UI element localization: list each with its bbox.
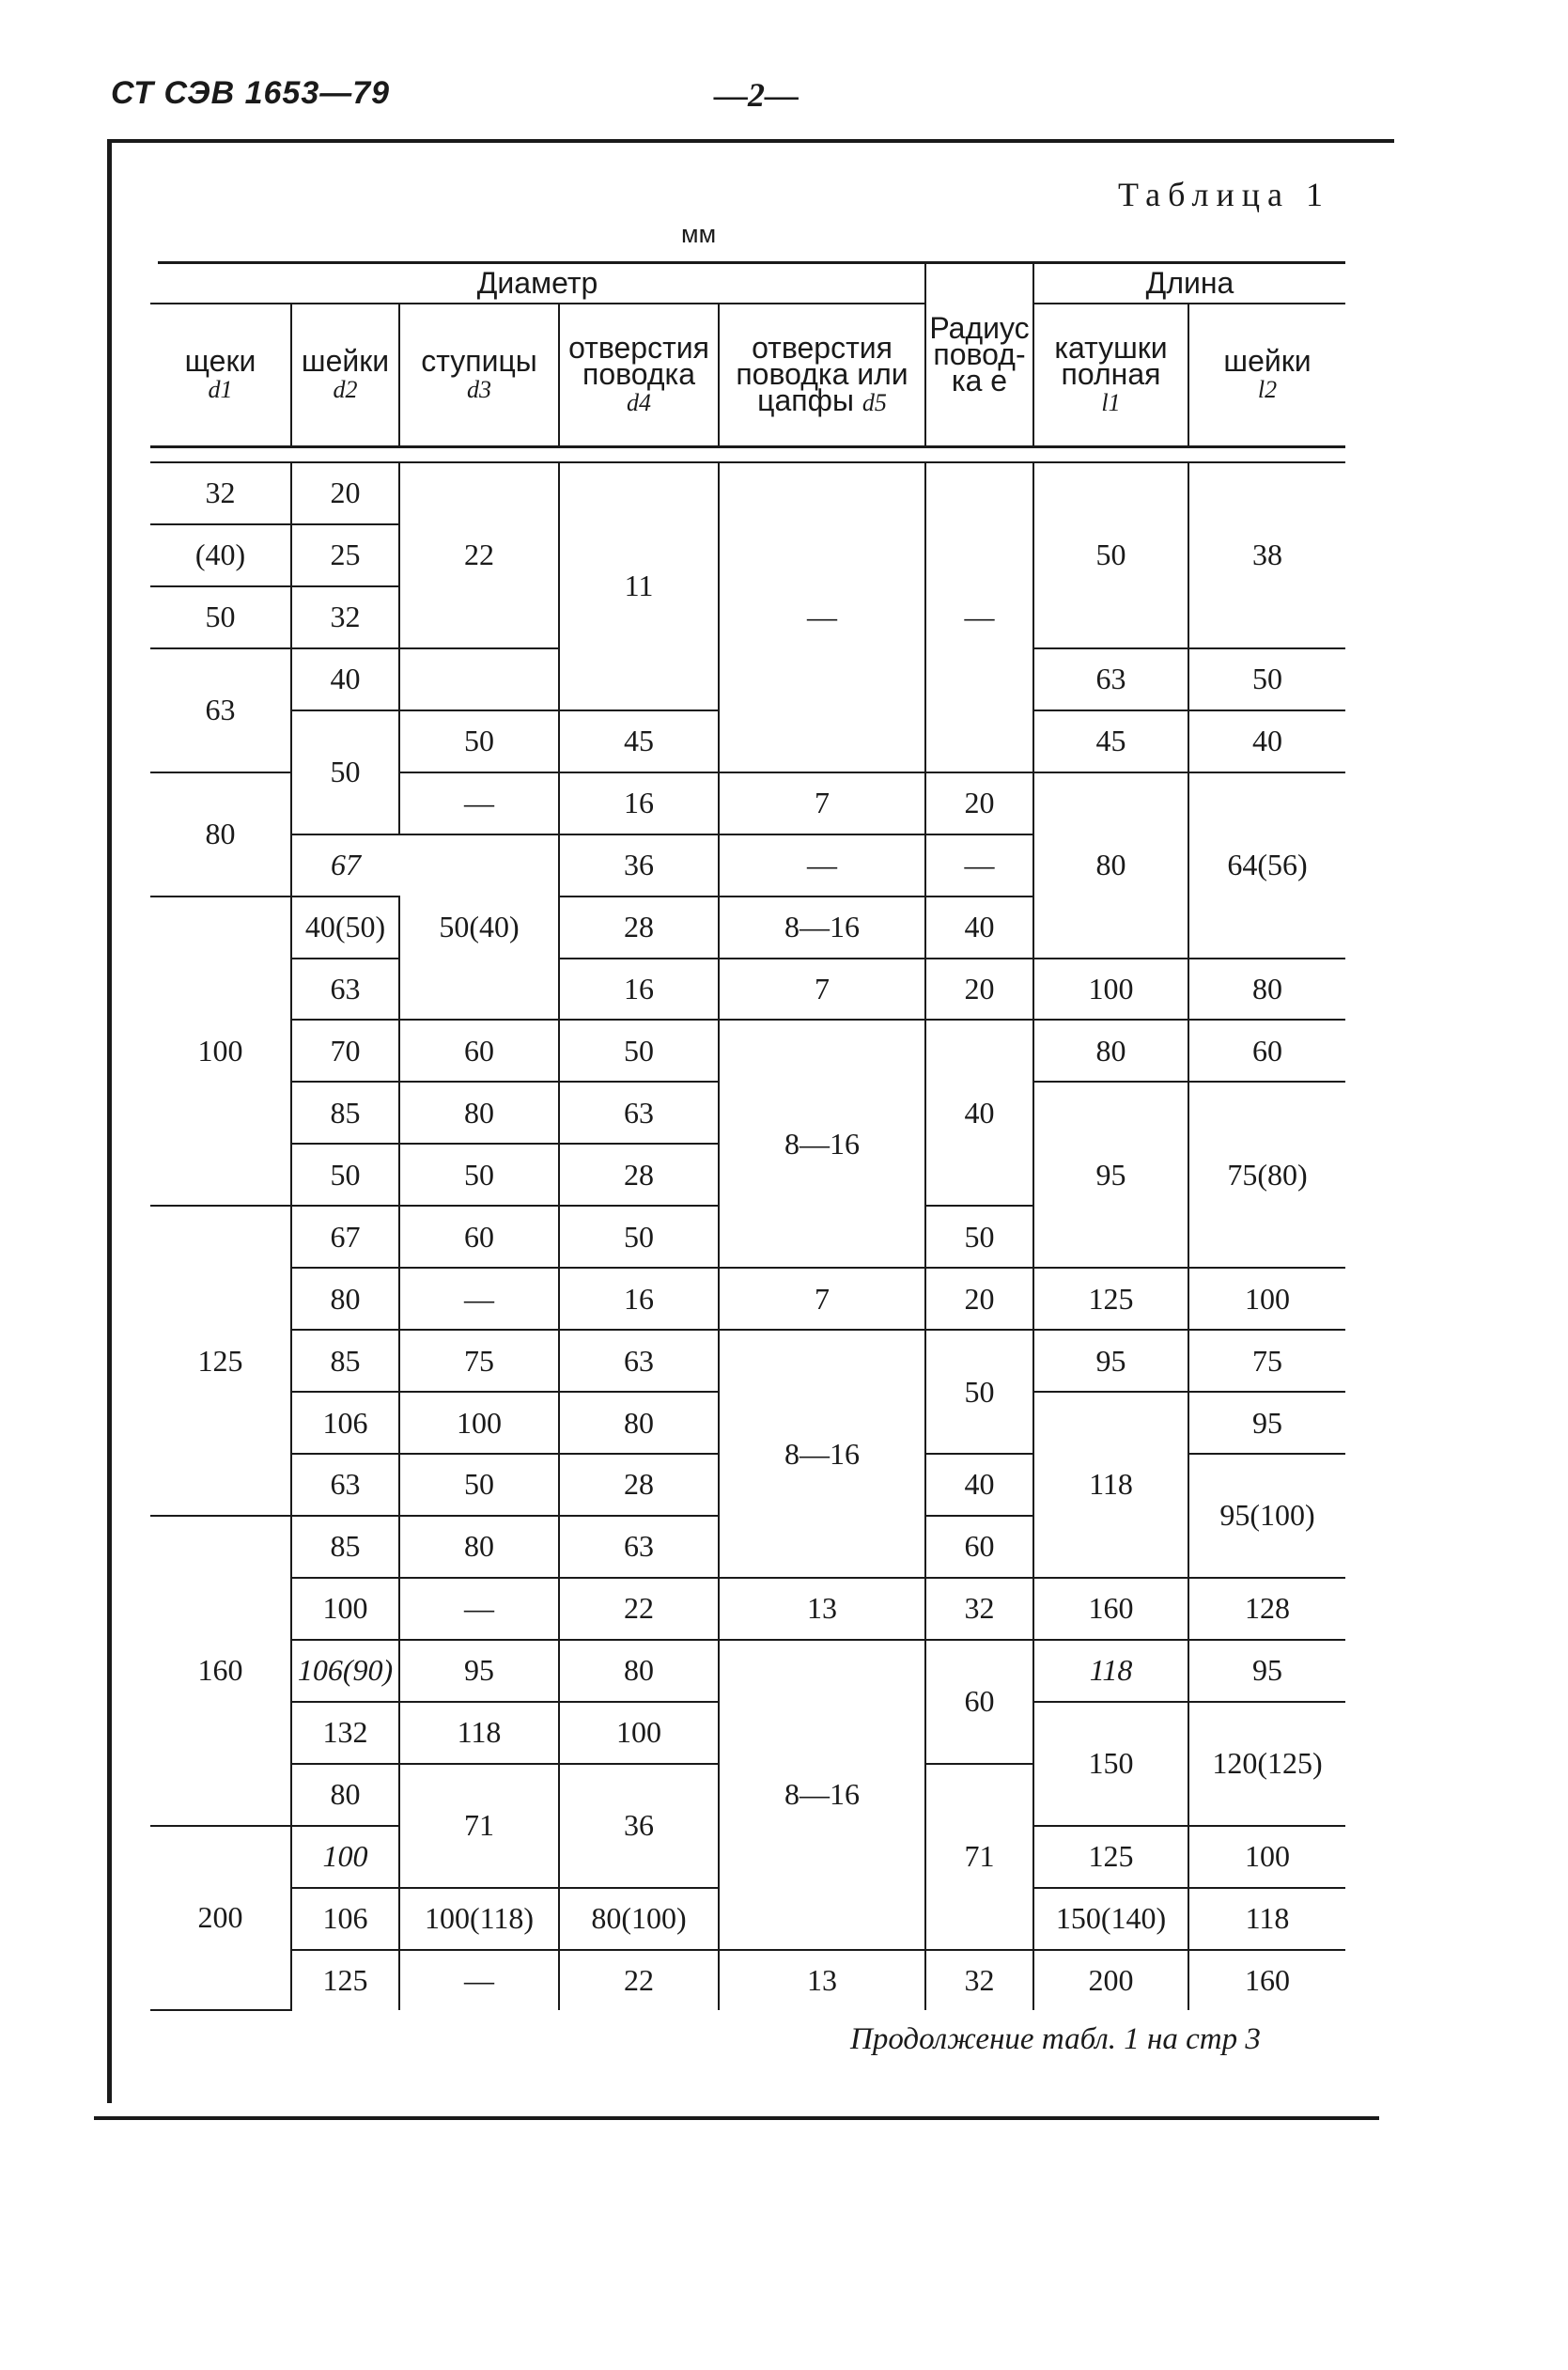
cell-l2: 80 — [1188, 959, 1345, 1021]
cell-d4: 22 — [559, 1950, 719, 2011]
cell-d3: 80 — [399, 1082, 559, 1144]
table-row — [150, 1640, 1345, 1702]
header-d2-label: шейки — [301, 343, 390, 378]
cell-d4: 36 — [559, 1764, 719, 1888]
cell-l1: 125 — [1033, 1826, 1188, 1888]
cell-d2: 32 — [291, 586, 399, 648]
cell-e: 40 — [925, 1020, 1033, 1206]
cell-d3: 75 — [399, 1330, 559, 1392]
cell-d4: 80(100) — [559, 1888, 719, 1950]
cell-d3: 95 — [399, 1640, 559, 1702]
cell-l1: 80 — [1033, 1020, 1188, 1082]
cell-e: 50 — [925, 1330, 1033, 1454]
cell-l1: 118 — [1033, 1640, 1188, 1702]
header-row-groups — [150, 263, 1345, 304]
header-d2 — [291, 304, 399, 447]
cell-l1: 125 — [1033, 1268, 1188, 1330]
cell-d5: 8—16 — [719, 897, 925, 959]
cell-d2: 67 — [291, 834, 399, 897]
cell-l2: 60 — [1188, 1020, 1345, 1082]
header-l1 — [1033, 304, 1188, 447]
cell-l1: 95 — [1033, 1330, 1188, 1392]
cell-d2: 85 — [291, 1082, 399, 1144]
cell-d4: 16 — [559, 772, 719, 834]
header-d3-symbol: d3 — [467, 375, 491, 403]
cell-d5: — — [719, 834, 925, 897]
cell-e: 71 — [925, 1764, 1033, 1950]
cell-l1: 100 — [1033, 959, 1188, 1021]
table-row — [150, 1330, 1345, 1392]
cell-d2: 50 — [291, 1144, 399, 1206]
table-row — [150, 462, 1345, 524]
cell-e: 40 — [925, 1454, 1033, 1516]
cell-d2: 70 — [291, 1020, 399, 1082]
cell-e: 20 — [925, 1268, 1033, 1330]
cell-l2: 95 — [1188, 1392, 1345, 1454]
cell-d2: 80 — [291, 1268, 399, 1330]
table-row — [150, 1950, 1345, 2011]
cell-d5: 8—16 — [719, 1020, 925, 1268]
table-row — [150, 1578, 1345, 1640]
cell-d4: 22 — [559, 1578, 719, 1640]
cell-d1: 125 — [150, 1206, 291, 1516]
cell-d4: 80 — [559, 1640, 719, 1702]
cell-e: 20 — [925, 772, 1033, 834]
cell-d3: 50 — [399, 710, 559, 772]
cell-d4: 28 — [559, 1144, 719, 1206]
header-d2-symbol: d2 — [333, 375, 358, 403]
cell-d4: 28 — [559, 897, 719, 959]
header-d4-symbol: d4 — [627, 388, 651, 416]
cell-d2: 132 — [291, 1702, 399, 1764]
header-row-columns — [150, 304, 1345, 447]
bottom-rule — [94, 2116, 1379, 2120]
cell-l2: 75(80) — [1188, 1082, 1345, 1268]
cell-d5: 8—16 — [719, 1330, 925, 1578]
cell-d4: 28 — [559, 1454, 719, 1516]
cell-d2: 63 — [291, 1454, 399, 1516]
cell-d4: 16 — [559, 959, 719, 1021]
cell-e: — — [925, 462, 1033, 772]
cell-l2: 50 — [1188, 648, 1345, 710]
cell-d4: 80 — [559, 1392, 719, 1454]
cell-d5: 7 — [719, 772, 925, 834]
cell-d3: 50 — [399, 1454, 559, 1516]
cell-d2: 67 — [291, 1206, 399, 1268]
cell-d4: 45 — [559, 710, 719, 772]
cell-d2: 25 — [291, 524, 399, 586]
cell-l1: 160 — [1033, 1578, 1188, 1640]
table-row — [150, 1268, 1345, 1330]
cell-d2: 80 — [291, 1764, 399, 1826]
page-number: —2— — [714, 76, 799, 114]
table-row — [150, 1020, 1345, 1082]
cell-d2: 40 — [291, 648, 399, 710]
header-separator-cell — [150, 447, 1345, 463]
cell-d4: 63 — [559, 1330, 719, 1392]
header-d1-symbol: d1 — [208, 375, 233, 403]
cell-l1: 63 — [1033, 648, 1188, 710]
table-continuation-note: Продолжение табл. 1 на стр 3 — [850, 2022, 1261, 2056]
cell-d1: (40) — [150, 524, 291, 586]
header-length: Длина — [1033, 263, 1345, 304]
cell-d1: 100 — [150, 897, 291, 1207]
cell-l2: 38 — [1188, 462, 1345, 648]
cell-l2: 118 — [1188, 1888, 1345, 1950]
cell-d3: — — [399, 772, 559, 834]
header-separator — [150, 447, 1345, 463]
cell-l2: 75 — [1188, 1330, 1345, 1392]
header-d5 — [719, 304, 925, 447]
table-units: мм — [681, 220, 717, 248]
header-l1-symbol: l1 — [1101, 388, 1121, 416]
cell-e: — — [925, 834, 1033, 897]
cell-d4: 50 — [559, 1206, 719, 1268]
cell-l2: 95(100) — [1188, 1454, 1345, 1578]
cell-d4: 36 — [559, 834, 719, 897]
cell-d4: 50 — [559, 1020, 719, 1082]
cell-l1: 200 — [1033, 1950, 1188, 2011]
cell-d3: 80 — [399, 1516, 559, 1578]
header-d3 — [399, 304, 559, 447]
table-caption: Таблица 1 — [1118, 176, 1330, 213]
cell-e: 50 — [925, 1206, 1033, 1268]
cell-d1: 32 — [150, 462, 291, 524]
cell-d4: 16 — [559, 1268, 719, 1330]
cell-d2: 50 — [291, 710, 399, 834]
cell-l2: 120(125) — [1188, 1702, 1345, 1826]
cell-l2: 160 — [1188, 1950, 1345, 2011]
cell-d2: 40(50) — [291, 897, 399, 959]
cell-e: 40 — [925, 897, 1033, 959]
cell-d1: 200 — [150, 1826, 291, 2010]
cell-l2: 40 — [1188, 710, 1345, 772]
cell-d5: 13 — [719, 1950, 925, 2011]
cell-d2: 100 — [291, 1826, 399, 1888]
dimensions-table — [150, 263, 1345, 2011]
header-d5-symbol: d5 — [862, 388, 887, 416]
document-code: СТ СЭВ 1653—79 — [111, 75, 391, 111]
cell-d2: 106 — [291, 1888, 399, 1950]
header-d1-label: щеки — [184, 343, 256, 378]
cell-d5: 8—16 — [719, 1640, 925, 1950]
cell-d5: 7 — [719, 1268, 925, 1330]
cell-d3: 50 — [399, 1144, 559, 1206]
header-d3-label: ступицы — [421, 343, 537, 378]
cell-d2: 100 — [291, 1578, 399, 1640]
cell-d4: 63 — [559, 1516, 719, 1578]
header-d4 — [559, 304, 719, 447]
cell-d3: — — [399, 1950, 559, 2011]
cell-d3 — [399, 648, 559, 710]
cell-l2: 64(56) — [1188, 772, 1345, 959]
cell-d5: — — [719, 462, 925, 772]
header-radius: Радиус повод-ка e — [925, 263, 1033, 447]
cell-d2: 125 — [291, 1950, 399, 2011]
cell-l1: 118 — [1033, 1392, 1188, 1578]
cell-d3: 100(118) — [399, 1888, 559, 1950]
cell-l1: 45 — [1033, 710, 1188, 772]
cell-d3: 50(40) — [399, 834, 559, 1021]
cell-l2: 100 — [1188, 1268, 1345, 1330]
header-l2-symbol: l2 — [1257, 375, 1278, 403]
cell-e: 20 — [925, 959, 1033, 1021]
header-d1 — [150, 304, 291, 447]
cell-l2: 100 — [1188, 1826, 1345, 1888]
cell-d2: 85 — [291, 1516, 399, 1578]
cell-d3: 60 — [399, 1206, 559, 1268]
cell-d4: 63 — [559, 1082, 719, 1144]
cell-d1: 63 — [150, 648, 291, 772]
table-row — [150, 959, 1345, 1021]
left-border-rule — [107, 139, 112, 2103]
cell-d1: 50 — [150, 586, 291, 648]
cell-d3: — — [399, 1268, 559, 1330]
cell-d3: 60 — [399, 1020, 559, 1082]
cell-d3: 118 — [399, 1702, 559, 1764]
cell-l1: 95 — [1033, 1082, 1188, 1268]
cell-l1: 80 — [1033, 772, 1188, 959]
cell-d3: — — [399, 1578, 559, 1640]
cell-d5: 7 — [719, 959, 925, 1021]
cell-d2: 85 — [291, 1330, 399, 1392]
cell-d4: 11 — [559, 462, 719, 710]
cell-d1: 160 — [150, 1516, 291, 1826]
header-d4-label: отверстия поводка — [568, 330, 709, 391]
cell-d2: 106(90) — [291, 1640, 399, 1702]
cell-l1: 50 — [1033, 462, 1188, 648]
cell-d3: 100 — [399, 1392, 559, 1454]
cell-d5: 13 — [719, 1578, 925, 1640]
cell-e: 60 — [925, 1640, 1033, 1764]
cell-e: 32 — [925, 1578, 1033, 1640]
cell-l1: 150(140) — [1033, 1888, 1188, 1950]
header-diameter: Диаметр — [150, 263, 925, 304]
cell-d3: 71 — [399, 1764, 559, 1888]
header-d5-label: отверстия поводка или цапфы — [736, 330, 908, 417]
cell-l2: 128 — [1188, 1578, 1345, 1640]
header-l1-label: катушки полная — [1054, 330, 1168, 391]
cell-d1: 80 — [150, 772, 291, 897]
cell-e: 32 — [925, 1950, 1033, 2011]
cell-d4: 100 — [559, 1702, 719, 1764]
cell-e: 60 — [925, 1516, 1033, 1578]
header-l2-label: шейки — [1223, 343, 1312, 378]
cell-d2: 63 — [291, 959, 399, 1021]
header-l2 — [1188, 304, 1345, 447]
header-rule — [107, 139, 1394, 143]
cell-l1: 150 — [1033, 1702, 1188, 1826]
cell-l2: 95 — [1188, 1640, 1345, 1702]
cell-d3: 22 — [399, 462, 559, 648]
cell-d2: 20 — [291, 462, 399, 524]
cell-d2: 106 — [291, 1392, 399, 1454]
